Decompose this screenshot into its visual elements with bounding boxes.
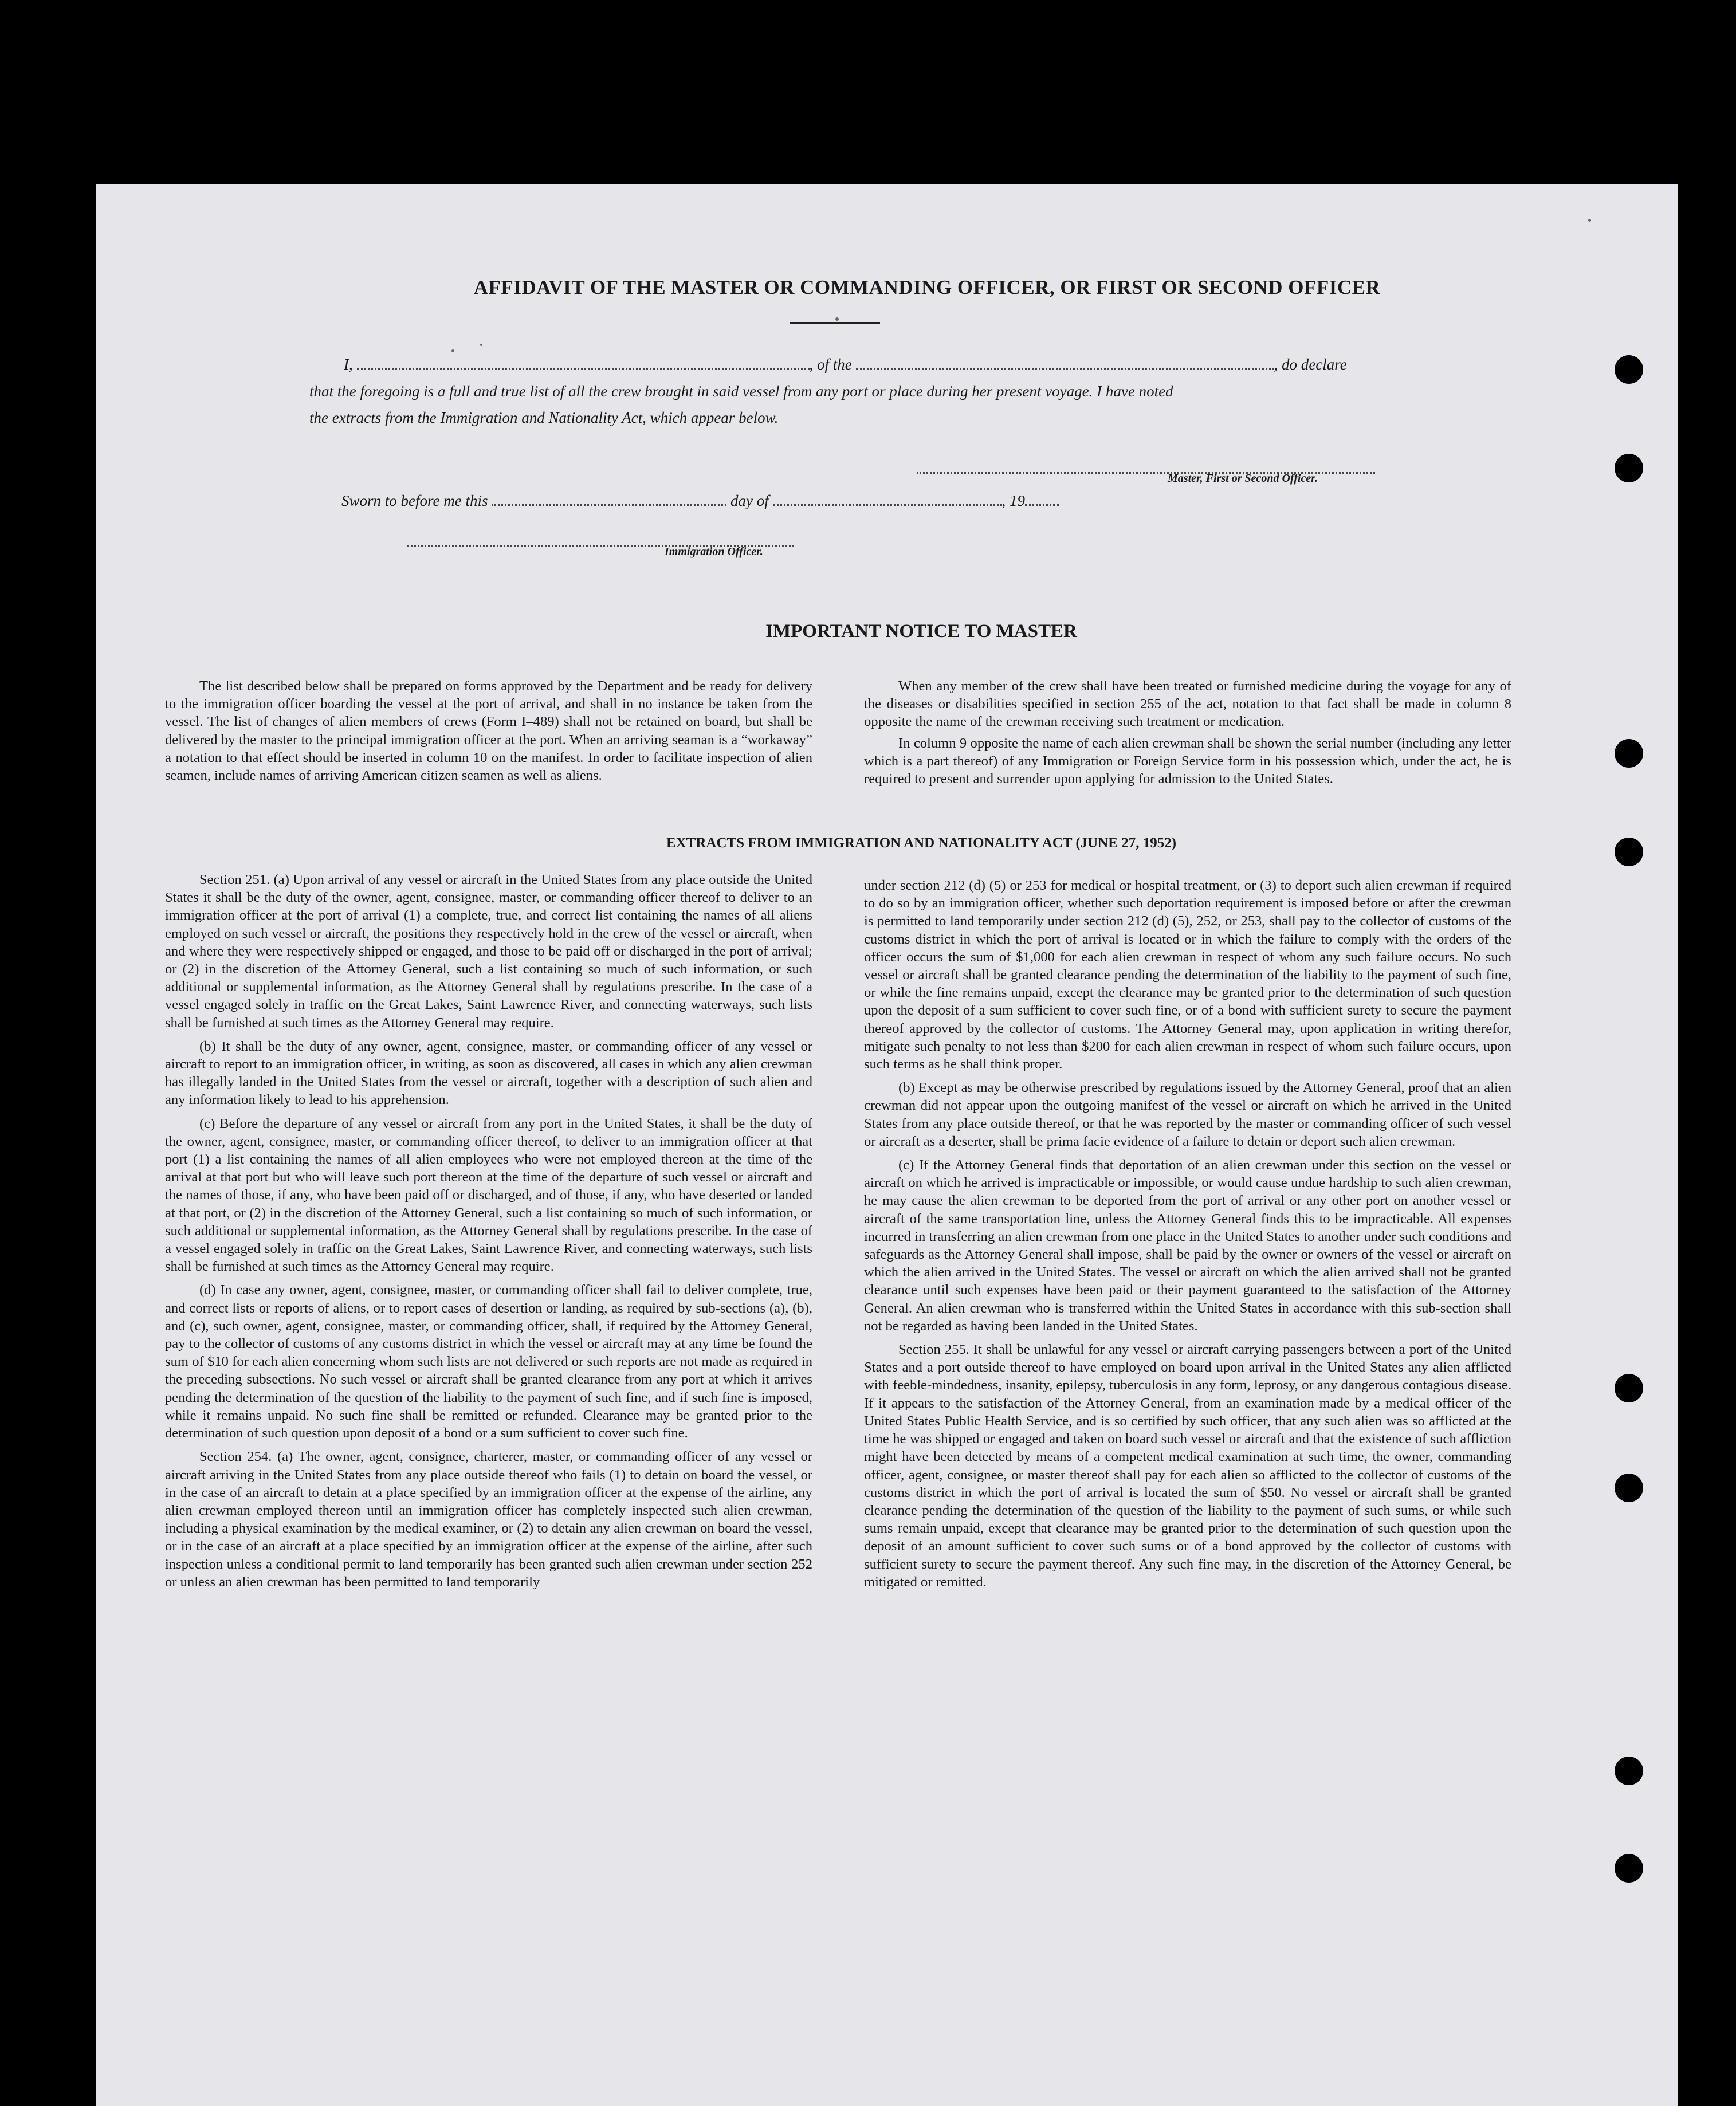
- binder-hole: [1615, 1374, 1643, 1402]
- affidavit-declare-label: , do declare: [1274, 356, 1347, 373]
- paper-speck: [451, 349, 454, 352]
- sworn-day-blank[interactable]: [492, 492, 726, 506]
- binder-hole: [1615, 355, 1643, 384]
- extracts-right-column: [864, 877, 1511, 1597]
- extracts-left-column: [165, 871, 812, 1597]
- section-254a-paragraph: Section 254. (a) The owner, agent, consignee, charterer, master, or commanding officer of any vessel or aircraft arriving in the United States from any place outside thereof who fails (1) to detain on board the vessel, or in the case of an aircraft to detain at a place specified by an immigration officer at the expense of the airline, any alien crewman employed thereon until an immigration officer has completely inspected such alien crewman, including a physical examination by the medical examiner, or (2) to detain any alien crewman on board the vessel, or in the case of an aircraft at a place specified by an immigration officer at the expense of the airline, after such inspection unless a conditional permit to land temporarily has been granted such alien crewman under section 252 or unless an alien crewman has been permitted to land temporarily: [165, 1449, 812, 1590]
- notice-heading: IMPORTANT NOTICE TO MASTER: [765, 621, 1077, 642]
- section-255-paragraph: Section 255. It shall be unlawful for any vessel or aircraft carrying passengers between a port of the United States and a port outside thereof to have employed on board upon arrival in the United States any alien afflicted with feeble-mindedness, insanity, epilepsy, tuberculosis in any form, leprosy, or any dangerous contagious disease. If it appears to the satisfaction of the Attorney General, from an examination made by a medical officer of the United States Public Health Service, and is so certified by such officer, that any such alien was so afflicted at the time he was shipped or engaged and taken on board such vessel or aircraft and that the existence of such affliction might have been detected by means of a competent medical examination at such time, the owner, commanding officer, agent, consignee, or master thereof shall pay for each alien so afflicted to the collector of customs of the customs district in which the port of arrival is located the sum of $50. No vessel or aircraft shall be granted clearance pending the determination of the question of the liability to the payment of such sums, or while such sums remain unpaid, except that clearance may be granted prior to the determination of such question upon the deposit of an amount sufficient to cover such sums or of a bond approved by the collector of customs with sufficient surety to secure the payment thereof. Any such fine may, in the discretion of the Attorney General, be mitigated or remitted.: [864, 1342, 1511, 1590]
- affidavit-title: AFFIDAVIT OF THE MASTER OR COMMANDING OFFICER, OR FIRST OR SECOND OFFICER: [473, 276, 1381, 298]
- binder-hole: [1615, 1757, 1643, 1785]
- title-underline: [790, 322, 880, 324]
- affidavit-line-3: the extracts from the Immigration and Nationality Act, which appear below.: [309, 409, 779, 426]
- binder-hole: [1615, 1854, 1643, 1883]
- binder-hole: [1615, 454, 1643, 482]
- section-251c-paragraph: (c) Before the departure of any vessel or aircraft from any port in the United States, it shall be the duty of the owner, agent, consignee, master, or commanding officer thereof, to deliver to an immigration officer at that port (1) a list containing the names of all alien employees who were not employed thereon at the time of the arrival at that port but who will leave such port thereon at the time of the departure of such vessel or aircraft and the names of those, if any, who have been paid off or discharged, and of those, if any, who have deserted or landed at that port, or (2) in the discretion of the Attorney General, such a list containing so much of such information, or such additional or supplemental information, as the Attorney General shall by regulations prescribe. In the case of a vessel engaged solely in traffic on the Great Lakes, Saint Lawrence River, and connecting waterways, such lists shall be furnished at such times as the Attorney General may require.: [165, 1115, 812, 1275]
- day-of-label: day of: [730, 492, 769, 509]
- vessel-blank[interactable]: [856, 355, 1274, 370]
- affidavit-i-label: I,: [344, 356, 353, 373]
- notice-right-paragraph: When any member of the crew shall have been treated or furnished medicine during the voyage for any of the diseases or disabilities specified in section 255 of the act, notation to that fact shall be made in column 8 opposite the name of the crewman receiving such treatment or medication.: [864, 678, 1511, 730]
- section-254c-paragraph: (c) If the Attorney General finds that deportation of an alien crewman under this section on the vessel or aircraft on which he arrived is impracticable or impossible, or would cause undue hardship to such alien crewman, he may cause the alien crewman to be deported from the port of arrival or any other port on another vessel or aircraft of the same transportation line, unless the Attorney General finds this to be impracticable. All expenses incurred in transferring an alien crewman from one place in the United States to another under such conditions and safeguards as the Attorney General shall impose, shall be paid by the owner or owners of the vessel or aircraft on which the alien arrived in the United States. The vessel or aircraft on which the alien arrived shall not be granted clearance until such expenses have been paid or their payment guaranteed to the satisfaction of the Attorney General. An alien crewman who is transferred within the United States in accordance with this sub-section shall not be regarded as having been landed in the United States.: [864, 1157, 1511, 1334]
- year-prefix-label: , 19: [1001, 492, 1025, 509]
- affidavit-line-2: that the foregoing is a full and true list of all the crew brought in said vessel from any port or place during her present voyage. I have noted: [309, 383, 1173, 400]
- master-signature-caption: Master, First or Second Officer.: [1168, 472, 1318, 485]
- notice-right-column: [864, 677, 1511, 791]
- paper-speck: [480, 344, 482, 346]
- affidavit-of-the-label: , of the: [809, 356, 852, 373]
- notice-right-paragraph: In column 9 opposite the name of each alien crewman shall be shown the serial number (including any letter which is a part thereof) of any Immigration or Foreign Service form in his possession which, under the act, he is required to present and surrender upon applying for admission to the United States.: [864, 735, 1511, 787]
- binder-hole: [1615, 739, 1643, 768]
- paper-speck: [1588, 219, 1591, 222]
- document-page: [96, 184, 1678, 2106]
- sworn-year-blank[interactable]: [1025, 492, 1059, 506]
- sworn-month-blank[interactable]: [773, 492, 1002, 506]
- sworn-line: [341, 492, 1059, 510]
- paper-speck: [835, 317, 839, 321]
- notice-left-paragraph: The list described below shall be prepared on forms approved by the Department and be ready for delivery to the immigration officer boarding the vessel at the port of arrival, and shall in no instance be taken from the vessel. The list of changes of alien members of crews (Form I–489) shall not be retained on board, but shall be delivered by the master to the principal immigration officer at the port. When an arriving seaman is a “workaway” a notation to that effect should be inserted in column 10 on the manifest. In order to facilitate inspection of alien seamen, include names of arriving American citizen seamen as well as aliens.: [165, 678, 812, 784]
- section-254a-continued-paragraph: under section 212 (d) (5) or 253 for medical or hospital treatment, or (3) to deport such alien crewman if required to do so by an immigration officer, whether such deportation requirement is imposed before or after the crewman is permitted to land temporarily under section 212 (d) (5), 252, or 253, shall pay to the collector of customs of the customs district in which the port of arrival is located or in which the failure to comply with the orders of the officer occurs the sum of $1,000 for each alien crewman in respect of whom any such failure occurs. No such vessel or aircraft shall be granted clearance pending the determination of the liability to the payment of such fine, or while the fine remains unpaid, except the clearance may be granted prior to the determination of such question upon the deposit of a sum sufficient to cover such fine, or of a bond with sufficient surety to secure the payment thereof approved by the collector of customs. The Attorney General may, upon application in writing therefor, mitigate such penalty to not less than $200 for each alien crewman in respect of whom such failure occurs, upon such terms as he shall think proper.: [864, 878, 1511, 1072]
- binder-hole: [1615, 1474, 1643, 1502]
- section-251d-paragraph: (d) In case any owner, agent, consignee, master, or commanding officer shall fail to deliver complete, true, and correct lists or reports of aliens, or to report cases of desertion or landing, as required by sub-sections (a), (b), and (c), such owner, agent, consignee, master, or commanding officer, shall, if required by the Attorney General, pay to the collector of customs of any customs district in which the vessel or aircraft may at any time be found the sum of $10 for each alien concerning whom such lists are not delivered or such reports are not made as required in the preceding subsections. No such vessel or aircraft shall be granted clearance from any port at which it arrives pending the determination of the question of the liability to the payment of such fine, and if such fine is imposed, while it remains unpaid. No such fine shall be remitted or refunded. Clearance may be granted prior to the determination of such question upon deposit of a bond or a sum sufficient to cover such fine.: [165, 1282, 812, 1441]
- officer-signature-caption: Immigration Officer.: [665, 545, 763, 558]
- name-blank[interactable]: [357, 355, 810, 370]
- extracts-heading: EXTRACTS FROM IMMIGRATION AND NATIONALITY ACT (JUNE 27, 1952): [666, 835, 1177, 851]
- section-251a-paragraph: Section 251. (a) Upon arrival of any vessel or aircraft in the United States from any place outside the United States it shall be the duty of the owner, agent, consignee, master, or commanding officer thereof to deliver to an immigration officer at the port of arrival (1) a complete, true, and correct list containing the names of all aliens employed on such vessel or aircraft, the positions they respectively hold in the crew of the vessel or aircraft, when and where they were respectively shipped or engaged, and those to be paid off or discharged in the port of arrival; or (2) in the discretion of the Attorney General, such a list containing so much of such information, or such additional or supplemental information, as the Attorney General shall by regulations prescribe. In the case of a vessel engaged solely in traffic on the Great Lakes, Saint Lawrence River, and connecting waterways, such lists shall be furnished at such times as the Attorney General may require.: [165, 872, 812, 1031]
- sworn-label: Sworn to before me this: [341, 492, 488, 509]
- notice-left-column: [165, 677, 812, 788]
- binder-hole: [1615, 838, 1643, 866]
- section-251b-paragraph: (b) It shall be the duty of any owner, agent, consignee, master, or commanding officer of any vessel or aircraft to report to an immigration officer, in writing, as soon as discovered, all cases in which any alien crewman has illegally landed in the United States from the vessel or aircraft, together with a description of such alien and any information likely to lead to his apprehension.: [165, 1038, 812, 1108]
- section-254b-paragraph: (b) Except as may be otherwise prescribed by regulations issued by the Attorney General, proof that an alien crewman did not appear upon the outgoing manifest of the vessel or aircraft on which he arrived in the United States from any place outside thereof, or that he was reported by the master or commanding officer of such vessel or aircraft as a deserter, shall be prima facie evidence of a failure to detain or deport such alien crewman.: [864, 1080, 1511, 1149]
- affidavit-line-1: [344, 355, 1347, 374]
